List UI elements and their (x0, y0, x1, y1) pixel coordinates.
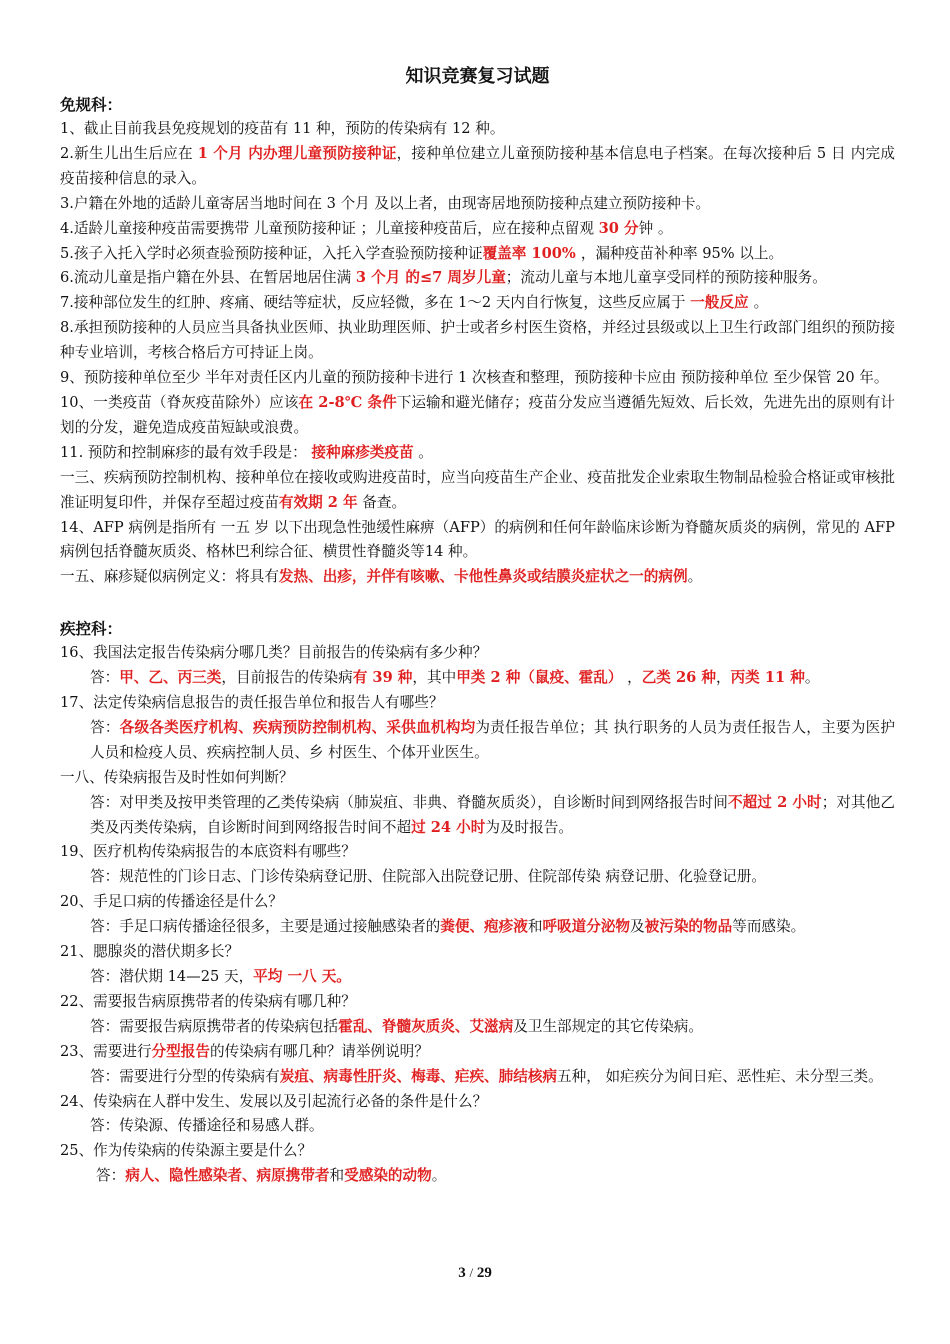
text-segment: 4.适龄儿童接种疫苗需要携带 儿童预防接种证 ；儿童接种疫苗后，应在接种点留观 (60, 219, 599, 237)
text-segment: 和 (527, 918, 543, 936)
text-segment: 3.户籍在外地的适龄儿童寄居当地时间在 3 个月 及以上者，由现寄居地预防接种点建立预防接种卡。 (60, 194, 711, 212)
text-segment: 答：需要报告病原携带者的传染病包括 (90, 1017, 339, 1035)
text-segment: 22、需要报告病原携带者的传染病有哪几种？ (60, 992, 356, 1010)
text-segment: 。 (687, 568, 703, 586)
highlighted-answer: 各级各类医疗机构、疾病预防控制机构、采供血机构均 (119, 718, 476, 736)
highlighted-answer: 一般反应 (690, 294, 754, 312)
paragraph (60, 291, 895, 316)
text-segment: 20、手足口病的传播途径是什么？ (60, 893, 283, 911)
question (60, 990, 895, 1015)
text-segment: ，其中 (412, 669, 457, 687)
highlighted-answer: 粪便、疱疹液 (440, 918, 528, 936)
text-segment: 备查。 (357, 493, 407, 511)
document-title: 知识竞赛复习试题 (405, 66, 550, 87)
text-segment: 16、我国法定报告传染病分哪几类？目前报告的传染病有多少种？ (60, 644, 488, 662)
highlighted-answer: 霍乱、脊髓灰质炎、艾滋病 (338, 1017, 514, 1035)
text-segment: 答： (90, 669, 120, 687)
highlighted-answer: 发热、出疹，并伴有咳嗽、卡他性鼻炎或结膜炎症状之一的病例 (278, 568, 688, 586)
text-segment: 1、截止目前我县免疫规划的疫苗有 11 种，预防的传染病有 12 种。 (60, 120, 505, 137)
text-segment: 答：规范性的门诊日志、门诊传染病登记册、住院部入出院登记册、住院部传染 病登记册、化验登记册。 (90, 868, 766, 886)
total-pages: 29 (476, 1265, 492, 1281)
highlighted-answer: 呼吸道分泌物 (542, 918, 631, 936)
page-number (0, 1265, 950, 1282)
text-segment: 8.承担预防接种的人员应当具备执业医师、执业助理医师、护士或者乡村医生资格，并经过县级或以上卫生行政部门组织的预防接种专业培训，考核合格后方可持证上岗。 (60, 319, 895, 362)
question (60, 1139, 895, 1164)
paragraph (60, 565, 895, 590)
section-heading-disease-control: 疾控科： (60, 619, 123, 639)
text-segment: 。 (431, 1167, 447, 1185)
text-segment: 一五、麻疹疑似病例定义：将具有 (60, 568, 279, 586)
text-segment: 2.新生儿出生后应在 (60, 144, 198, 162)
question (60, 890, 895, 915)
text-segment: 23、需要进行 (60, 1042, 152, 1060)
highlighted-answer: 炭疽、病毒性肝炎、梅毒、疟疾、肺结核病 (279, 1067, 558, 1085)
text-segment: 24、传染病在人群中发生、发展以及引起流行必备的条件是什么？ (60, 1092, 488, 1110)
question (60, 766, 895, 791)
text-segment: ， (622, 669, 642, 687)
paragraph (60, 516, 895, 566)
question (60, 1090, 895, 1115)
question (60, 1040, 895, 1065)
question (60, 641, 895, 666)
highlighted-answer: 在 2-8℃ 条件 (298, 393, 397, 411)
text-segment: ，漏种疫苗补种率 95% 以上。 (580, 244, 784, 262)
text-segment: 25、作为传染病的传染源主要是什么？ (60, 1142, 313, 1160)
highlighted-answer: 30 分 (598, 219, 639, 237)
paragraph (60, 242, 895, 267)
paragraph (60, 316, 895, 366)
page-separator: / (469, 1265, 474, 1280)
paragraph (60, 192, 895, 217)
text-segment: 答：需要进行分型的传染病有 (90, 1067, 280, 1085)
paragraph (60, 217, 895, 242)
question (60, 940, 895, 965)
text-segment: 19、医疗机构传染病报告的本底资料有哪些？ (60, 843, 356, 861)
highlighted-answer: 3 个月 的≤7 周岁儿童 (355, 269, 506, 287)
text-segment: 一八、传染病报告及时性如何判断？ (60, 768, 294, 786)
highlighted-answer: 1 个月 内办理儿童预防接种证 (197, 144, 397, 162)
answer (60, 791, 895, 841)
highlighted-answer: 过 24 小时 (411, 818, 486, 836)
text-segment: ，接种单位建立儿童预防接种基本信息电子档案。在每次接种后 5 日 内完成疫苗接种信息的录入。 (60, 144, 895, 187)
answer (60, 1065, 895, 1090)
text-segment: 21、腮腺炎的潜伏期多长？ (60, 943, 240, 961)
answer (60, 865, 895, 890)
text-segment: 下运输和避光储存；疫苗分发应当遵循先短效、后长效，先进先出的原则有计划的分发，避免造成疫苗短缺或浪费。 (60, 393, 895, 436)
text-segment: 。 (413, 443, 433, 461)
paragraph (60, 117, 895, 142)
highlighted-answer: 受感染的动物 (344, 1167, 432, 1185)
text-segment: 答：传染源、传播途径和易感人群。 (90, 1117, 324, 1135)
text-segment: 钟 。 (638, 219, 673, 237)
text-segment: 11. 预防和控制麻疹的最有效手段是： (60, 443, 312, 461)
text-segment: 为责任报告单位；其 执行职务的人员为责任报告人，主要为医护人员和检疫人员、疾病控制人员、乡 村医生、个体开业医生。 (90, 718, 895, 761)
text-segment: 9、预防接种单位至少 半年对责任区内儿童的预防接种卡进行 1 次核查和整理，预防接种卡应由 预防接种单位 至少保管 20 年。 (60, 369, 889, 387)
text-segment: 答： (96, 1167, 126, 1185)
text-segment: 答：对甲类及按甲类管理的乙类传染病（肺炭疽、非典、脊髓灰质炎），自诊断时间到网络报告时间 (90, 793, 728, 811)
text-segment: 17、法定传染病信息报告的责任报告单位和报告人有哪些？ (60, 694, 444, 712)
spacer (60, 590, 895, 616)
text-segment: 答：潜伏期 14—25 天， (90, 968, 254, 985)
highlighted-answer: 接种麻疹类疫苗 (311, 443, 414, 461)
highlighted-answer: 甲、乙、丙三类 (119, 669, 222, 687)
current-page: 3 (458, 1265, 466, 1281)
text-segment: ；流动儿童与本地儿童享受同样的预防接种服务。 (505, 269, 827, 287)
answer (60, 1015, 895, 1040)
text-segment: 10、一类疫苗（脊灰疫苗除外）应该 (60, 393, 299, 411)
text-segment: ，目前报告的传染病 (221, 669, 353, 687)
highlighted-answer: 不超过 2 小时 (727, 793, 822, 811)
paragraph (60, 391, 895, 441)
paragraph (60, 366, 895, 391)
text-segment: 及 (630, 918, 645, 936)
section-heading-immunization: 免规科： (60, 95, 123, 114)
highlighted-answer: 丙类 11 种 (730, 669, 805, 687)
text-segment: 14、AFP 病例是指所有 一五 岁 以下出现急性弛缓性麻痹（AFP）的病例和任何年龄临床诊断为脊髓灰质炎的病例，常见的 AFP 病例包括脊髓灰质炎、格林巴利综合征、横贯性脊髓炎等14 种。 (60, 518, 895, 561)
text-segment: 一三、疾病预防控制机构、接种单位在接收或购进疫苗时，应当向疫苗生产企业、疫苗批发企业索取生物制品检验合格证或审核批准证明复印件，并保存至超过疫苗 (60, 468, 895, 511)
highlighted-answer: 有效期 2 年 (278, 493, 358, 511)
text-segment: 。 (753, 294, 769, 312)
paragraph (60, 266, 895, 291)
highlighted-answer: 甲类 2 种（鼠疫、霍乱） (456, 669, 623, 687)
text-segment: 和 (329, 1167, 345, 1185)
question (60, 691, 895, 716)
answer (60, 965, 895, 990)
answer (60, 915, 895, 940)
text-segment: ， (715, 669, 731, 687)
text-segment: 答：手足口病传播途径很多，主要是通过接触感染者的 (90, 918, 441, 936)
text-segment: 5.孩子入托入学时必须查验预防接种证，入托入学查验预防接种证 (60, 244, 483, 262)
paragraph (60, 441, 895, 466)
highlighted-answer: 平均 一八 天。 (253, 968, 351, 985)
text-segment: 为及时报告。 (485, 818, 573, 836)
text-segment: 五种， 如疟疾分为间日疟、恶性疟、未分型三类。 (557, 1067, 883, 1085)
text-segment: ；对其他乙类及丙类传染病，自诊断时间到网络报告时间不超 (90, 793, 895, 836)
text-segment: 7.接种部位发生的红肿、疼痛、硬结等症状，反应轻微，多在 1～2 天内自行恢复，这些反应属于 (60, 294, 691, 312)
text-segment: 6.流动儿童是指户籍在外县、在暂居地居住满 (60, 269, 356, 287)
document-page (60, 64, 895, 1189)
answer (60, 1164, 895, 1189)
answer (60, 1114, 895, 1139)
answer (60, 716, 895, 766)
highlighted-answer: 有 39 种 (352, 669, 413, 687)
highlighted-answer: 覆盖率 100% (482, 244, 581, 262)
text-segment: 。 (804, 669, 820, 687)
highlighted-answer: 被污染的物品 (644, 918, 733, 936)
question (60, 840, 895, 865)
highlighted-answer: 乙类 26 种 (641, 669, 716, 687)
text-segment: 答： (90, 718, 120, 736)
highlighted-answer: 病人、隐性感染者、病原携带者 (125, 1167, 330, 1185)
paragraph (60, 466, 895, 516)
text-segment: 等而感染。 (732, 918, 806, 936)
text-segment: 及卫生部规定的其它传染病。 (513, 1017, 703, 1035)
answer (60, 666, 895, 691)
text-segment: 的传染病有哪几种？请举例说明？ (209, 1042, 429, 1060)
paragraph (60, 142, 895, 192)
highlighted-answer: 分型报告 (151, 1042, 210, 1060)
